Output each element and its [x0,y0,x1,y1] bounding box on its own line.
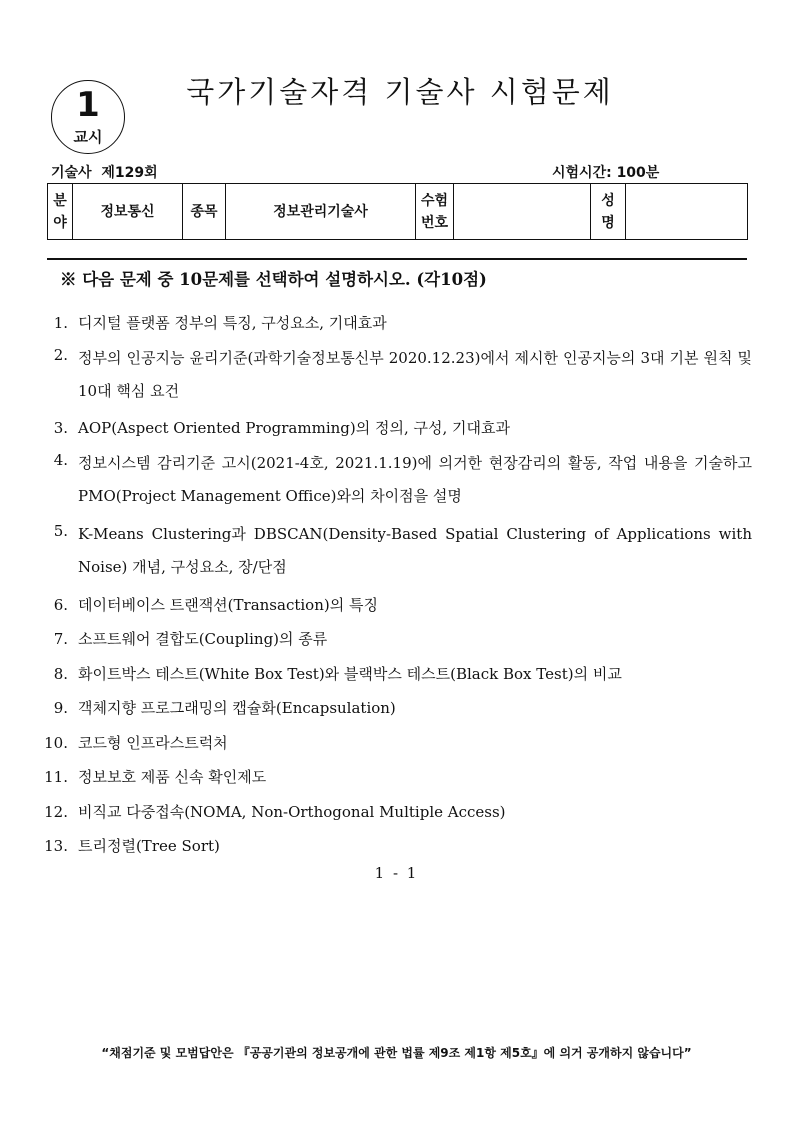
question-item [40,415,752,441]
question-item [40,447,752,513]
question-number: 8. [53,664,68,683]
question-number: 6. [53,595,68,614]
question-list [40,310,752,868]
question-number: 4. [53,450,68,469]
question-text: K-Means Clustering과 DBSCAN(Density-Based Spatial Clustering of Applications with Noise) 개념, 구성요소, 장/단점 [78,525,752,576]
question-item [40,695,752,721]
question-number: 2. [53,345,68,364]
question-number: 1. [53,314,68,332]
session-label: 교시 [73,128,103,146]
question-number: 11. [44,768,68,786]
question-item [40,626,752,652]
question-text: 화이트박스 테스트(White Box Test)와 블랙박스 테스트(Black Box Test)의 비교 [78,664,622,683]
question-text: 정보보호 제품 신속 확인제도 [78,768,267,786]
question-item [40,310,752,336]
question-item [40,799,752,825]
question-text: 비직교 다중접속(NOMA, Non-Orthogonal Multiple Access) [78,802,506,821]
instruction: ※ 다음 문제 중 10문제를 선택하여 설명하시오. (각10점) [60,270,487,289]
question-number: 10. [44,733,68,752]
question-item [40,661,752,687]
question-item [40,518,752,584]
field-label: 분 야 [48,184,73,240]
question-item [40,833,752,859]
question-item [40,592,752,618]
name-label: 성 명 [591,184,626,240]
question-text: 디지털 플랫폼 정부의 특징, 구성요소, 기대효과 [78,314,387,332]
question-text: 정부의 인공지능 윤리기준(과학기술정보통신부 2020.12.23)에서 제시한 인공지능의 3대 기본 원칙 및 10대 핵심 요건 [78,348,752,400]
session-badge [51,80,125,154]
question-item [40,764,752,790]
question-number: 9. [53,699,68,717]
page-title: 국가기술자격 기술사 시험문제 [186,75,614,109]
name-field[interactable] [626,184,748,240]
question-number: 13. [44,837,68,855]
divider [47,258,747,260]
page-number: 1 - 1 [374,864,419,882]
exam-number-field[interactable] [454,184,591,240]
question-text: 소프트웨어 결합도(Coupling)의 종류 [78,630,328,648]
category-value: 정보관리기술사 [226,184,416,240]
question-number: 7. [53,630,68,648]
question-number: 12. [44,802,68,821]
question-text: 트리정렬(Tree Sort) [78,837,220,855]
category-label: 종목 [183,184,226,240]
exam-time: 시험시간: 100분 [552,165,660,181]
question-text: AOP(Aspect Oriented Programming)의 정의, 구성, 기대효과 [78,419,510,437]
question-number: 5. [53,522,68,540]
exam-info-table [47,183,748,240]
field-value: 정보통신 [73,184,183,240]
question-text: 정보시스템 감리기준 고시(2021-4호, 2021.1.19)에 의거한 현장감리의 활동, 작업 내용을 기술하고 PMO(Project Management Office)와의 차이점을 설명 [78,453,752,505]
question-text: 코드형 인프라스트럭처 [78,733,228,752]
question-text: 객체지향 프로그래밍의 캡슐화(Encapsulation) [78,699,396,717]
question-number: 3. [53,419,68,437]
footer-note: “채점기준 및 모범답안은 『공공기관의 정보공개에 관한 법률 제9조 제1항 제5호』에 의거 공개하지 않습니다” [101,1046,692,1060]
question-item [40,342,752,408]
exam-round: 기술사 제129회 [51,165,158,181]
question-text: 데이터베이스 트랜잭션(Transaction)의 특징 [78,595,378,614]
exam-number-label: 수험 번호 [416,184,454,240]
question-item [40,730,752,756]
session-number: 1 [76,85,100,125]
